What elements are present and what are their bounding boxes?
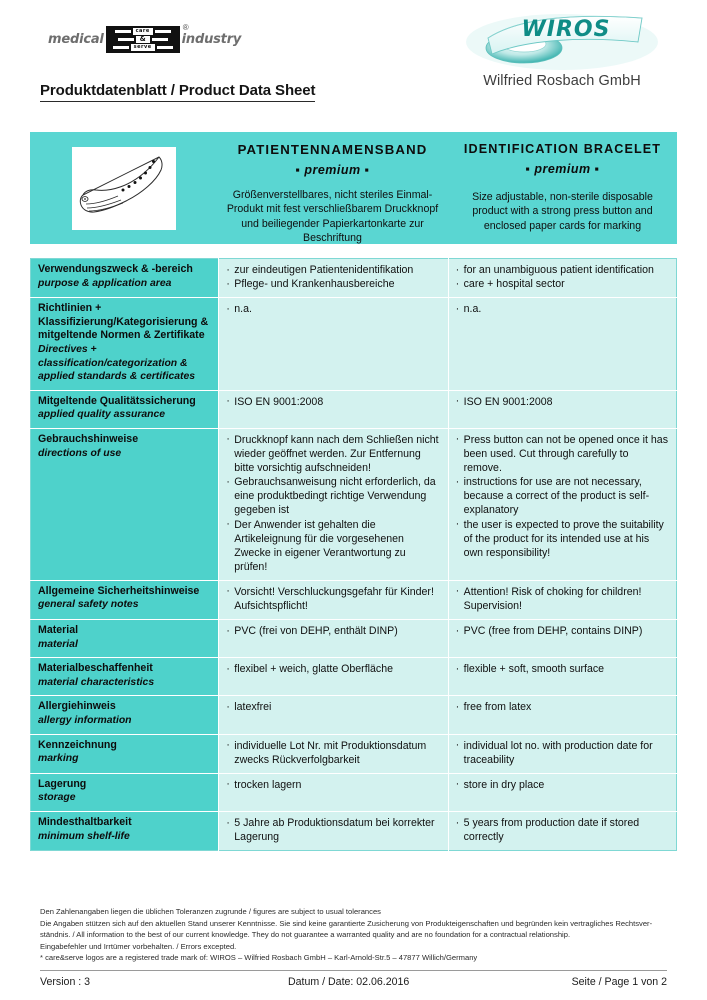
product-subtitle-en: ▪ premium ▪ — [525, 162, 600, 176]
wiros-brand-text: WIROS — [521, 17, 611, 42]
registered-trademark-icon: ® — [182, 22, 189, 32]
spec-item: · 5 Jahre ab Produktionsdatum bei korrekter Lagerung — [226, 816, 440, 844]
spec-label-cell — [31, 812, 219, 851]
footer-version: Version : 3 — [40, 976, 91, 988]
spec-label-cell — [31, 620, 219, 658]
spec-value-cell-de — [219, 734, 448, 773]
spec-item: · Press button can not be opened once it has been used. Cut through carefully to remove. — [456, 433, 669, 475]
table-row — [31, 580, 677, 619]
spec-item: · latexfrei — [226, 700, 440, 714]
footer-meta-bar — [30, 971, 677, 1000]
table-row — [31, 428, 677, 580]
spec-item: · care + hospital sector — [456, 277, 669, 291]
spec-value-cell-en — [448, 259, 676, 298]
spec-label-en: general safety notes — [38, 599, 139, 611]
footer-page-number: Seite / Page 1 von 2 — [571, 976, 667, 988]
wiros-logo — [457, 8, 667, 89]
spec-item: · Attention! Risk of choking for children! Supervision! — [456, 585, 669, 613]
spec-item: · individual lot no. with production date for traceability — [456, 739, 669, 767]
fineprint-line: Den Zahlenangaben liegen die üblichen Toleranzen zugrunde / figures are subject to usual tolerances — [40, 907, 381, 917]
spec-label-en: material characteristics — [38, 676, 155, 688]
care-serve-tag-amp: & — [136, 36, 150, 43]
table-row — [31, 773, 677, 811]
spec-value-cell-en — [448, 734, 676, 773]
spec-label-cell — [31, 390, 219, 428]
logo-word-medical: medical — [48, 31, 104, 47]
product-subtitle-de: ▪ premium ▪ — [295, 163, 370, 177]
spec-value-cell-de — [219, 620, 448, 658]
fineprint-line: Die Angaben stützen sich auf den aktuellen Stand unserer Kenntnisse. Sie sind keine garantierte Zusicherung von Produkteigenschaften und begründen kein vertragliches Rechtsver- — [40, 918, 653, 928]
table-row — [31, 812, 677, 851]
spec-label-de: Allgemeine Sicherheitshinweise — [38, 584, 200, 597]
spec-label-en: minimum shelf-life — [38, 830, 130, 842]
product-title-de: PATIENTENNAMENSBAND — [237, 142, 428, 157]
spec-item: · ISO EN 9001:2008 — [226, 395, 440, 409]
spec-item: · individuelle Lot Nr. mit Produktionsdatum zwecks Rückverfolgbarkeit — [226, 739, 440, 767]
spec-value-cell-en — [448, 620, 676, 658]
table-row — [31, 298, 677, 391]
spec-label-de: Material — [38, 624, 79, 637]
page-title: Produktdatenblatt / Product Data Sheet — [40, 82, 315, 102]
fineprint-line: Eingabefehler und Irrtümer vorbehalten. / Errors excepted. — [40, 941, 237, 951]
table-row — [31, 259, 677, 298]
spec-value-cell-de — [219, 428, 448, 580]
spec-label-en: material — [38, 638, 78, 650]
table-row — [31, 696, 677, 734]
product-description-de: Größenverstellbares, nicht steriles Einmal-Produkt mit fest verschließbarem Druckknopf und beiliegender Papierkartonkarte zur Beschriftung — [226, 189, 439, 245]
care-serve-tag-care: care — [133, 28, 153, 35]
spec-label-de: Lagerung — [38, 777, 87, 790]
spec-item: · for an unambiguous patient identification — [456, 263, 669, 277]
wiros-ribbon-icon — [462, 8, 662, 70]
table-row — [31, 734, 677, 773]
spec-value-cell-de — [219, 580, 448, 619]
spec-value-cell-en — [448, 812, 676, 851]
spec-item: · store in dry place — [456, 778, 669, 792]
spec-label-en: directions of use — [38, 447, 122, 459]
footer-date: Datum / Date: 02.06.2016 — [288, 976, 410, 988]
spec-label-cell — [31, 259, 219, 298]
spec-item: · Der Anwender ist gehalten die Artikeleignung für die vorgesehenen Zwecke in eigener Verantwortung zu prüfen! — [226, 518, 440, 574]
spec-value-cell-en — [448, 658, 676, 696]
spec-item: · Gebrauchsanweisung nicht erforderlich, da eine produktbedingt richtige Verwendung gegeben ist — [226, 475, 440, 517]
spec-value-cell-de — [219, 298, 448, 391]
spec-label-en: Directives + classification/categorization & applied standards & certificates — [38, 343, 196, 383]
spec-value-cell-de — [219, 812, 448, 851]
spec-label-en: applied quality assurance — [38, 409, 166, 421]
spec-label-cell — [31, 298, 219, 391]
spec-value-cell-en — [448, 390, 676, 428]
spec-label-de: Verwendungszweck & -bereich — [38, 263, 193, 275]
spec-label-cell — [31, 428, 219, 580]
spec-label-en: storage — [38, 792, 76, 804]
spec-value-cell-de — [219, 658, 448, 696]
spec-item: · ISO EN 9001:2008 — [456, 395, 669, 409]
spec-item: · n.a. — [226, 302, 440, 316]
identification-bracelet-image — [72, 147, 176, 230]
spec-label-cell — [31, 734, 219, 773]
spec-value-cell-de — [219, 773, 448, 811]
spec-label-cell — [31, 658, 219, 696]
spec-item: · flexible + soft, smooth surface — [456, 662, 669, 676]
table-row — [31, 620, 677, 658]
logo-word-industry: industry — [181, 31, 242, 47]
spec-item: · 5 years from production date if stored correctly — [456, 816, 669, 844]
spec-value-cell-en — [448, 696, 676, 734]
spec-label-cell — [31, 696, 219, 734]
spec-item: · free from latex — [456, 700, 669, 714]
specification-table — [30, 258, 677, 851]
spec-item: · trocken lagern — [226, 778, 440, 792]
spec-item: · flexibel + weich, glatte Oberfläche — [226, 662, 440, 676]
spec-label-cell — [31, 773, 219, 811]
spec-item: · instructions for use are not necessary, because a correct of the product is self-explanatory — [456, 475, 669, 517]
spec-value-cell-de — [219, 390, 448, 428]
fineprint-line: * care&serve logos are a registered trade mark of: WIROS – Wilfried Rosbach GmbH – Karl-Arnold-Str.5 – 47877 Willich/Germany — [40, 953, 478, 963]
spec-label-de: Gebrauchshinweise — [38, 432, 139, 445]
product-band-english — [447, 132, 678, 244]
care-serve-mark-icon — [106, 22, 189, 53]
fineprint-line: ständnis. / All information to the best of our current knowledge. They do not guarantee a warranted quality and are no foundation for a contractual relationship. — [40, 930, 571, 940]
spec-item: · Pflege- und Krankenhausbereiche — [226, 277, 440, 291]
wiros-company-name: Wilfried Rosbach GmbH — [483, 73, 641, 89]
legal-fineprint — [30, 906, 677, 964]
product-band-german — [218, 132, 447, 244]
spec-value-cell-en — [448, 580, 676, 619]
spec-label-de: Mitgeltende Qualitätssicherung — [38, 394, 196, 407]
spec-item: · the user is expected to prove the suitability of the product for its intended use at his own responsibility! — [456, 518, 669, 560]
spec-label-de: Materialbeschaffenheit — [38, 662, 153, 675]
spec-label-de: Kennzeichnung — [38, 738, 117, 751]
care-serve-tag-serve: serve — [131, 44, 155, 51]
table-row — [31, 390, 677, 428]
spec-value-cell-de — [219, 696, 448, 734]
spec-label-de: Allergiehinweis — [38, 700, 116, 713]
spec-label-en: purpose & application area — [38, 277, 172, 289]
spec-item: · zur eindeutigen Patientenidentifikation — [226, 263, 440, 277]
page-footer — [30, 906, 677, 1000]
spec-value-cell-en — [448, 773, 676, 811]
spec-item: · n.a. — [456, 302, 669, 316]
spec-label-en: marking — [38, 753, 79, 765]
spec-label-en: allergy information — [38, 715, 132, 727]
spec-item: · PVC (free from DEHP, contains DINP) — [456, 624, 669, 638]
product-image-cell — [30, 132, 218, 244]
spec-value-cell-en — [448, 298, 676, 391]
table-row — [31, 658, 677, 696]
spec-value-cell-de — [219, 259, 448, 298]
medical-care-serve-industry-logo — [48, 22, 241, 56]
spec-label-cell — [31, 580, 219, 619]
spec-item: · PVC (frei von DEHP, enthält DINP) — [226, 624, 440, 638]
spec-item: · Druckknopf kann nach dem Schließen nicht wieder geöffnet werden. Zur Entfernung bitte vorsichtig aufschneiden! — [226, 433, 440, 475]
product-description-en: Size adjustable, non-sterile disposable product with a strong press button and enclosed paper cards for marking — [472, 191, 653, 232]
product-title-en: IDENTIFICATION BRACELET — [463, 142, 662, 156]
spec-item: · Vorsicht! Verschluckungsgefahr für Kinder! Aufsichtspflicht! — [226, 585, 440, 613]
product-title-band — [30, 132, 677, 244]
spec-value-cell-en — [448, 428, 676, 580]
spec-label-de: Richtlinien + Klassifizierung/Kategorisierung & mitgeltende Normen & Zertifikate — [38, 302, 209, 342]
page-header — [30, 0, 677, 122]
spec-label-de: Mindesthaltbarkeit — [38, 816, 132, 828]
